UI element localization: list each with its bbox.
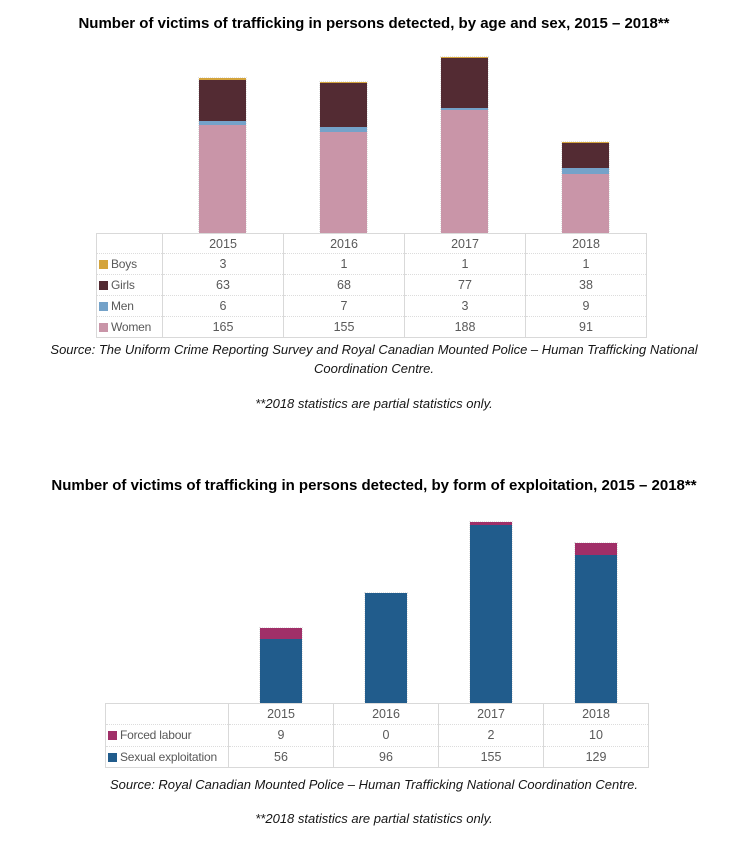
row-label: Sexual exploitation [106,746,229,768]
bar-segment-girls [562,143,609,168]
bar-segment-women [199,125,246,233]
column-header-year: 2016 [284,234,405,254]
value-cell: 56 [229,746,334,768]
bar-segment-women [320,132,367,233]
bar-segment-sexual-exploitation [470,525,512,703]
value-cell: 1 [526,254,647,275]
value-cell: 188 [405,317,526,338]
value-cell: 155 [284,317,405,338]
bar-segment-sexual-exploitation [575,555,617,703]
column-header-year: 2018 [544,704,649,725]
value-cell: 68 [284,275,405,296]
value-cell: 63 [163,275,284,296]
stacked-bar-2018 [575,543,617,703]
value-cell: 3 [405,296,526,317]
bar-segment-forced-labour [260,628,302,638]
legend-swatch-boys [99,260,108,269]
stacked-bar-2015 [199,78,246,233]
table-row-girls [97,275,647,296]
value-cell: 91 [526,317,647,338]
column-header-year: 2016 [334,704,439,725]
chart-title-exploitation: Number of victims of trafficking in persons detected, by form of exploitation, 2015 – 2018** [51,477,697,494]
column-header-year: 2018 [526,234,647,254]
bar-segment-women [562,174,609,233]
legend-swatch-sexual-exploitation [108,753,117,762]
value-cell: 0 [334,725,439,747]
value-cell: 3 [163,254,284,275]
bar-segment-sexual-exploitation [260,639,302,703]
row-label: Boys [97,254,163,275]
value-cell: 155 [439,746,544,768]
row-label: Men [97,296,163,317]
bar-segment-girls [320,83,367,127]
value-cell: 1 [284,254,405,275]
bar-segment-girls [441,58,488,108]
source-note-exploitation [0,775,748,794]
value-cell: 96 [334,746,439,768]
column-header-year: 2015 [163,234,284,254]
legend-swatch-men [99,302,108,311]
table-row-forced-labour [106,725,649,747]
table-row-sexual-exploitation [106,746,649,768]
stacked-bar-2016 [365,593,407,703]
value-cell: 6 [163,296,284,317]
bar-segment-sexual-exploitation [365,593,407,703]
value-cell: 38 [526,275,647,296]
column-header-year: 2017 [439,704,544,725]
bar-segment-forced-labour [575,543,617,555]
stacked-bar-2015 [260,628,302,703]
value-cell: 9 [526,296,647,317]
table-row-women [97,317,647,338]
data-table-age-sex [96,233,647,338]
value-cell: 2 [439,725,544,747]
legend-swatch-forced-labour [108,731,117,740]
table-row-boys [97,254,647,275]
source-line: Source: Royal Canadian Mounted Police – Human Trafficking National Coordination Centre. [110,777,638,792]
stacked-bar-2016 [320,82,367,233]
value-cell: 77 [405,275,526,296]
table-row-men [97,296,647,317]
plot-area-exploitation [228,496,648,703]
footnote-age-sex: **2018 statistics are partial statistics only. [255,396,493,411]
column-header-year: 2017 [405,234,526,254]
source-line: Source: The Uniform Crime Reporting Survey and Royal Canadian Mounted Police – Human Trafficking National [50,342,698,357]
value-cell: 10 [544,725,649,747]
source-note-age-sex [0,340,748,378]
bar-segment-women [441,110,488,233]
plot-area-age-sex [162,50,646,233]
value-cell: 129 [544,746,649,768]
legend-swatch-girls [99,281,108,290]
column-header-year: 2015 [229,704,334,725]
table-corner-cell [97,234,163,254]
row-label: Women [97,317,163,338]
data-table-exploitation [105,703,649,768]
value-cell: 7 [284,296,405,317]
stacked-bar-2017 [441,57,488,233]
stacked-bar-2017 [470,522,512,703]
row-label: Girls [97,275,163,296]
footnote-exploitation: **2018 statistics are partial statistics only. [255,811,493,826]
bar-segment-girls [199,80,246,121]
row-label: Forced labour [106,725,229,747]
value-cell: 1 [405,254,526,275]
legend-swatch-women [99,323,108,332]
source-line: Coordination Centre. [314,361,434,376]
value-cell: 9 [229,725,334,747]
stacked-bar-2018 [562,142,609,233]
value-cell: 165 [163,317,284,338]
chart-title-age-sex: Number of victims of trafficking in persons detected, by age and sex, 2015 – 2018** [78,15,670,32]
table-corner-cell [106,704,229,725]
